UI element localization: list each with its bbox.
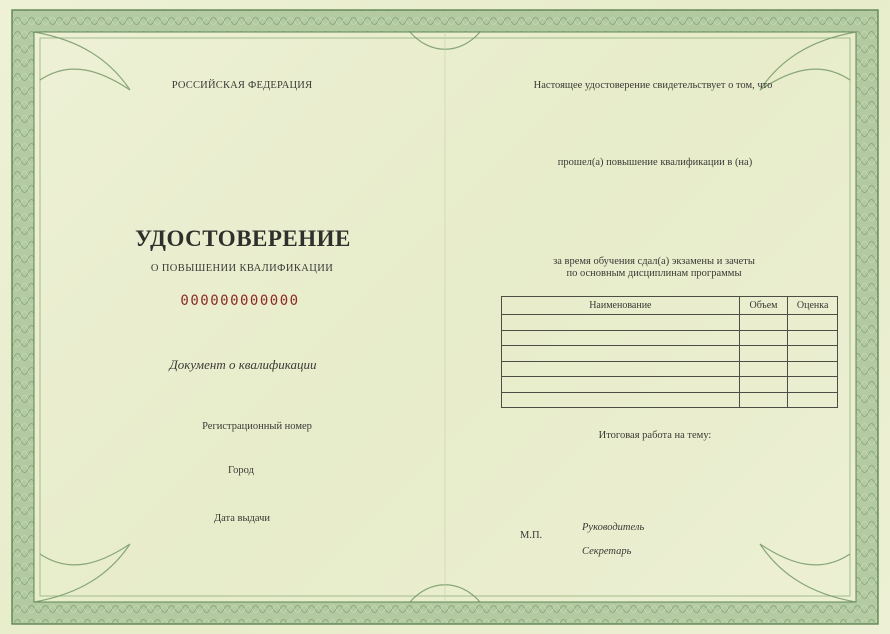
table-cell: [502, 346, 740, 362]
grades-header-row: [502, 297, 838, 315]
seal-label: М.П.: [520, 530, 543, 541]
table-cell: [502, 361, 740, 377]
table-cell: [788, 330, 838, 346]
header-name: Наименование: [502, 297, 740, 315]
table-cell: [502, 392, 740, 408]
exams-line-2: по основным дисциплинам программы: [566, 268, 742, 279]
head-label: Руководитель: [582, 522, 645, 533]
secretary-label: Секретарь: [582, 546, 632, 557]
table-row: [502, 330, 838, 346]
table-row: [502, 361, 838, 377]
table-row: [502, 392, 838, 408]
table-cell: [788, 315, 838, 331]
document-type-label: Документ о квалификации: [169, 357, 317, 372]
table-cell: [502, 377, 740, 393]
issue-date-label: Дата выдачи: [213, 513, 271, 524]
table-cell: [788, 346, 838, 362]
table-cell: [788, 392, 838, 408]
table-cell: [739, 330, 788, 346]
table-cell: [502, 315, 740, 331]
exams-text: [553, 256, 755, 280]
table-cell: [739, 392, 788, 408]
table-cell: [739, 346, 788, 362]
final-work-label: Итоговая работа на тему:: [598, 430, 712, 441]
document-title: УДОСТОВЕРЕНИЕ: [135, 226, 351, 251]
table-row: [502, 315, 838, 331]
registration-number-label: Регистрационный номер: [202, 421, 312, 432]
table-cell: [502, 330, 740, 346]
header-volume: Объем: [739, 297, 788, 315]
document-subtitle: О ПОВЫШЕНИИ КВАЛИФИКАЦИИ: [150, 263, 334, 274]
city-label: Город: [228, 465, 254, 476]
table-cell: [739, 361, 788, 377]
grades-table: [501, 296, 838, 408]
country-label: РОССИЙСКАЯ ФЕДЕРАЦИЯ: [171, 80, 313, 91]
table-cell: [739, 377, 788, 393]
document-number: 000000000000: [180, 293, 300, 309]
table-cell: [788, 377, 838, 393]
table-cell: [739, 315, 788, 331]
completed-text: прошел(а) повышение квалификации в (на): [557, 157, 753, 168]
table-row: [502, 346, 838, 362]
exams-line-1: за время обучения сдал(а) экзамены и зачеты: [553, 256, 755, 267]
certifies-text: Настоящее удостоверение свидетельствует о том, что: [533, 80, 773, 91]
table-row: [502, 377, 838, 393]
table-cell: [788, 361, 838, 377]
header-grade: Оценка: [788, 297, 838, 315]
